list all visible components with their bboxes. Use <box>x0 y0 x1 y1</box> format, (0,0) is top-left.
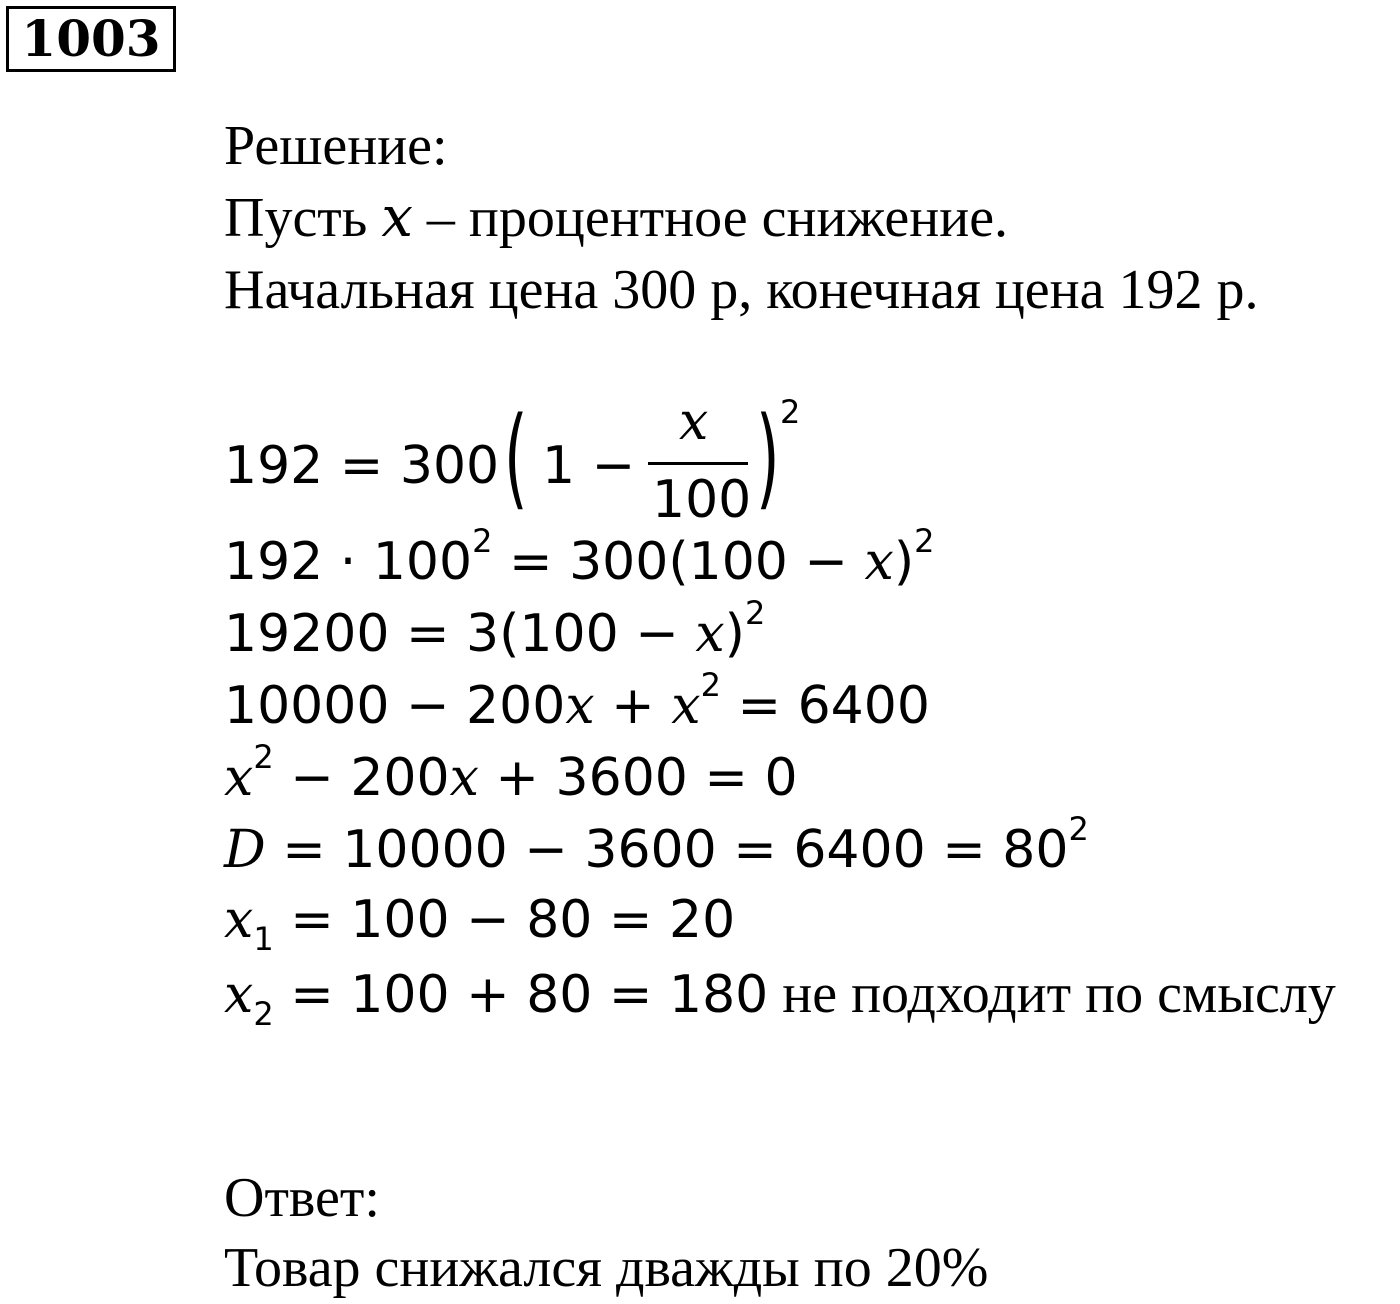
eq4-part-a: 10000 − 200 <box>224 676 566 736</box>
eq5-variable-2: x <box>449 748 479 808</box>
equation-4 <box>224 665 930 736</box>
eq2-part-c: ) <box>893 532 915 592</box>
solution-heading: Решение: <box>224 115 448 177</box>
eq8-part-a: = 100 + 80 = 180 <box>273 965 769 1025</box>
eq1-close-paren: ) <box>756 393 780 521</box>
eq2-variable: x <box>864 532 894 592</box>
equation-6-discriminant <box>224 809 1089 880</box>
eq1-open-paren: ( <box>504 393 528 521</box>
equation-7-root-1 <box>224 890 736 958</box>
eq7-variable: x <box>224 890 254 950</box>
eq1-denominator: 100 <box>652 470 752 530</box>
eq3-variable: x <box>695 604 725 664</box>
eq7-part-a: = 100 − 80 = 20 <box>273 890 736 950</box>
eq2-power-c: 2 <box>914 521 935 560</box>
eq8-remark: не подходит по смыслу <box>768 963 1336 1025</box>
eq4-part-c: = 6400 <box>720 676 930 736</box>
prices-statement: Начальная цена 300 р, конечная цена 192 р. <box>224 259 1259 321</box>
eq8-subscript: 2 <box>253 994 274 1033</box>
equation-8-root-2 <box>224 963 1336 1033</box>
equation-3 <box>224 593 766 664</box>
eq1-one-minus: 1 − <box>542 436 636 496</box>
eq5-power: 2 <box>253 737 274 776</box>
eq4-power: 2 <box>700 665 721 704</box>
eq6-power: 2 <box>1068 809 1089 848</box>
eq4-variable-1: x <box>565 676 595 736</box>
eq5-part-a: − 200 <box>273 748 450 808</box>
eq1-power: 2 <box>780 393 801 431</box>
eq3-power: 2 <box>744 593 766 632</box>
let-variable: x <box>381 185 413 250</box>
equation-5 <box>224 737 798 808</box>
eq4-part-b: + <box>594 676 672 736</box>
eq1-left: 192 = 300 <box>224 436 500 496</box>
answer-text: Товар снижался дважды по 20% <box>224 1237 989 1299</box>
answer-heading: Ответ: <box>224 1167 380 1229</box>
eq2-power-a: 2 <box>472 521 493 560</box>
eq6-variable: D <box>224 820 266 880</box>
eq3-part-b: ) <box>724 604 745 664</box>
eq5-variable-1: x <box>224 748 254 808</box>
eq2-part-b: = 300(100 − <box>492 532 865 592</box>
problem-number: 1003 <box>6 6 176 72</box>
eq7-subscript: 1 <box>253 919 274 958</box>
eq1-fraction-bar <box>648 462 748 465</box>
eq3-part-a: 19200 = 3(100 − <box>224 604 696 664</box>
eq1-numerator: x <box>679 392 709 452</box>
equation-2 <box>224 521 935 592</box>
eq8-variable: x <box>224 965 254 1025</box>
eq2-part-a: 192 · 100 <box>224 532 473 592</box>
eq4-variable-2: x <box>671 676 701 736</box>
let-prefix: Пусть <box>224 187 368 249</box>
let-suffix: – процентное снижение. <box>426 187 1009 249</box>
let-statement <box>224 185 1009 250</box>
eq5-part-b: + 3600 = 0 <box>478 748 798 808</box>
eq6-part-a: = 10000 − 3600 = 6400 = 80 <box>265 820 1069 880</box>
